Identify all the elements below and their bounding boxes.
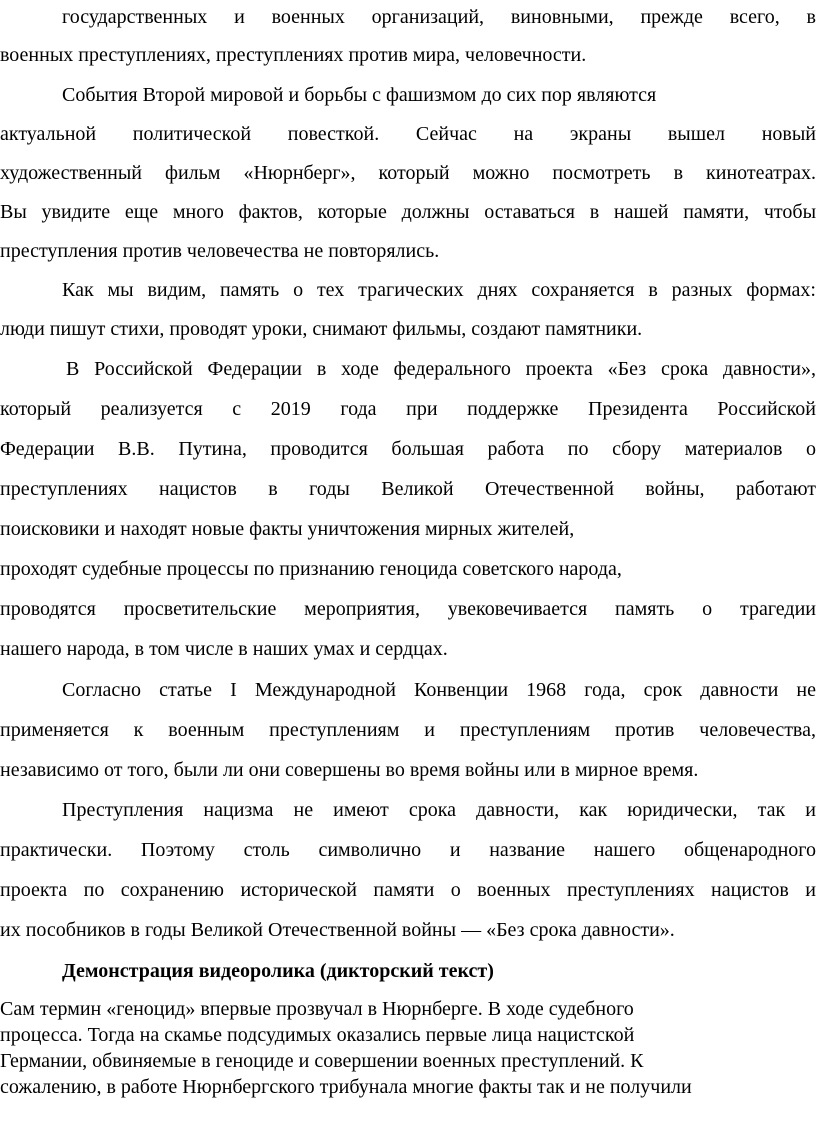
paragraph-7-line-1: Сам термин «геноцид» впервые прозвучал в Нюрнберге. В ходе судебного — [0, 998, 634, 1020]
paragraph-2-line-3: художественный фильм «Нюрнберг», который можно посмотреть в кинотеатрах. — [0, 162, 816, 184]
paragraph-4-line-5: поисковики и находят новые факты уничтожения мирных жителей, — [0, 518, 575, 540]
section-heading: Демонстрация видеоролика (дикторский текст) — [62, 960, 494, 982]
paragraph-5-line-2: применяется к военным преступлениям и преступлениям против человечества, — [0, 719, 816, 741]
paragraph-1-line-2: военных преступлениях, преступлениях против мира, человечности. — [0, 44, 587, 66]
paragraph-4-line-3: Федерации В.В. Путина, проводится большая работа по сбору материалов о — [0, 438, 816, 460]
paragraph-3-line-2: люди пишут стихи, проводят уроки, снимают фильмы, создают памятники. — [0, 318, 643, 340]
paragraph-2-line-2: актуальной политической повесткой. Сейчас на экраны вышел новый — [0, 123, 816, 145]
paragraph-6-line-3: проекта по сохранению исторической памяти о военных преступлениях нацистов и — [0, 879, 816, 901]
paragraph-2-line-5: преступления против человечества не повторялись. — [0, 240, 440, 262]
paragraph-2-line-1: События Второй мировой и борьбы с фашизмом до сих пор являются — [62, 84, 657, 106]
paragraph-5-line-3: независимо от того, были ли они совершены во время войны или в мирное время. — [0, 759, 699, 781]
paragraph-4-line-4: преступлениях нацистов в годы Великой Отечественной войны, работают — [0, 478, 816, 500]
paragraph-6-line-4: их пособников в годы Великой Отечественной войны — «Без срока давности». — [0, 919, 675, 941]
paragraph-2-line-4: Вы увидите еще много фактов, которые должны оставаться в нашей памяти, чтобы — [0, 201, 816, 223]
paragraph-4-line-1: В Российской Федерации в ходе федерального проекта «Без срока давности», — [66, 358, 816, 380]
paragraph-4-line-8: нашего народа, в том числе в наших умах и сердцах. — [0, 638, 448, 660]
paragraph-7-line-4: сожалению, в работе Нюрнбергского трибунала многие факты так и не получили — [0, 1076, 692, 1098]
paragraph-6-line-2: практически. Поэтому столь символично и название нашего общенародного — [0, 839, 816, 861]
paragraph-6-line-1: Преступления нацизма не имеют срока давности, как юридически, так и — [62, 799, 816, 821]
paragraph-7-line-3: Германии, обвиняемые в геноциде и совершении военных преступлений. К — [0, 1050, 644, 1072]
paragraph-4-line-2: который реализуется с 2019 года при поддержке Президента Российской — [0, 398, 816, 420]
paragraph-5-line-1: Согласно статье I Международной Конвенции 1968 года, срок давности не — [62, 679, 816, 701]
paragraph-7-line-2: процесса. Тогда на скамье подсудимых оказались первые лица нацистской — [0, 1024, 635, 1046]
paragraph-4-line-7: проводятся просветительские мероприятия, увековечивается память о трагедии — [0, 598, 816, 620]
paragraph-3-line-1: Как мы видим, память о тех трагических днях сохраняется в разных формах: — [62, 279, 816, 301]
paragraph-1-line-1: государственных и военных организаций, виновными, прежде всего, в — [62, 6, 816, 28]
paragraph-4-line-6: проходят судебные процессы по признанию геноцида советского народа, — [0, 558, 622, 580]
